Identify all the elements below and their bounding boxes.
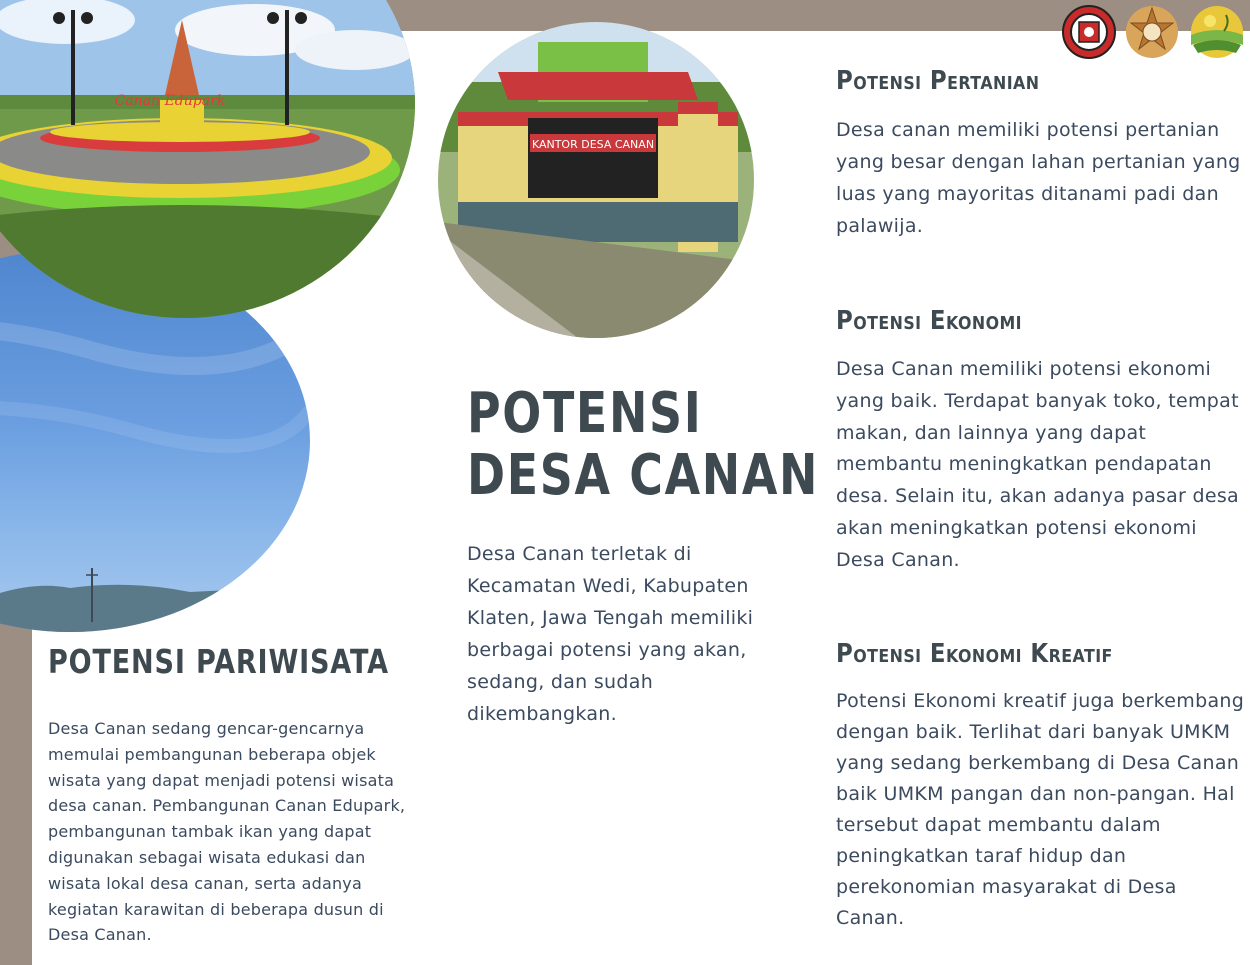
edupark-photo [0, 0, 415, 318]
pariwisata-heading: POTENSI PARIWISATA [48, 642, 389, 681]
pertanian-heading: Potensi Pertanian [836, 66, 1040, 96]
office-sign: KANTOR DESA CANAN [531, 138, 655, 151]
pertanian-text: Desa canan memiliki potensi pertanian yang besar dengan lahan pertanian yang luas yang mayoritas ditanami padi dan palawija. [836, 119, 1241, 237]
edupark-sign: Canan Edupark [114, 93, 226, 109]
ekonomi-text: Desa Canan memiliki potensi ekonomi yang baik. Terdapat banyak toko, tempat makan, dan lainnya yang dapat membantu meningkatkan pendapatan desa. Selain itu, akan adanya pasar desa akan meningkatkan potensi ekonomi Desa Canan. [836, 358, 1239, 571]
agriculture-logo-icon [1190, 5, 1244, 59]
pariwisata-text: Desa Canan sedang gencar-gencarnya memulai pembangunan beberapa objek wisata yang dapat menjadi potensi wisata desa canan. Pembangunan Canan Edupark, pembangunan tambak ikan yang dapat digunakan sebagai wisata edukasi dan wisata lokal desa canan, serta adanya kegiatan karawitan di beberapa dusun di Desa Canan. [48, 719, 406, 945]
ekonomi-kreatif-text: Potensi Ekonomi kreatif juga berkembang dengan baik. Terlihat dari banyak UMKM yang sedang berkembang di Desa Canan baik UMKM pangan dan non-pangan. Hal tersebut dapat membantu dalam peningkatkan taraf hidup dan perekonomian masyarakat di Desa Canan. [836, 690, 1245, 929]
village-office-photo [438, 22, 754, 338]
university-logo-icon [1062, 5, 1116, 59]
ekonomi-heading: Potensi Ekonomi [836, 306, 1023, 336]
page-title-line-1: POTENSI [467, 381, 703, 446]
gadjah-mada-emblem-icon [1125, 5, 1179, 59]
ekonomi-kreatif-heading: Potensi Ekonomi Kreatif [836, 639, 1113, 669]
intro-text: Desa Canan terletak di Kecamatan Wedi, Kabupaten Klaten, Jawa Tengah memiliki berbagai potensi yang akan, sedang, dan sudah dikembangkan. [467, 543, 754, 725]
page-title-line-2: DESA CANAN [467, 443, 820, 508]
page-title [467, 383, 819, 507]
